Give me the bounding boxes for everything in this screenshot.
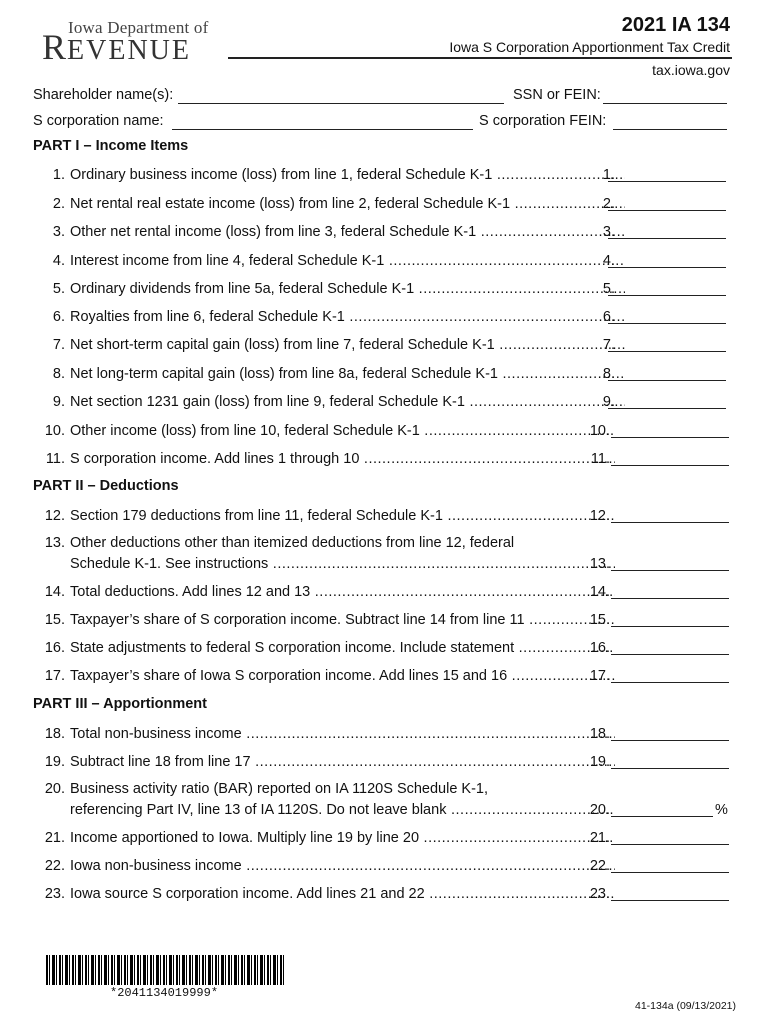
line-ref: 9.: [602, 394, 615, 410]
line-number: 2.: [52, 196, 65, 212]
line-text: Subtract line 18 from line 17 .....: [70, 752, 615, 772]
line-ref: 12.: [589, 508, 610, 524]
line-5-input[interactable]: [608, 279, 726, 296]
line-number: 9.: [52, 394, 65, 410]
line-number: 6.: [52, 309, 65, 325]
agency-name-top: Iowa Department of: [68, 18, 209, 37]
line-number: 13.: [44, 535, 65, 551]
line-text: Business activity ratio (BAR) reported on IA 1120S Schedule K-1,: [70, 781, 489, 797]
line-9-input[interactable]: [608, 392, 726, 409]
part-2-heading: PART II – Deductions: [33, 478, 179, 494]
line-11-input[interactable]: [611, 449, 729, 466]
line-ref: 2.: [602, 196, 615, 212]
scorp-name-input[interactable]: [172, 129, 473, 130]
line-22-input[interactable]: [611, 856, 729, 873]
line-ref: 15.: [589, 612, 610, 628]
line-19-input[interactable]: [611, 752, 729, 769]
line-23-input[interactable]: [611, 884, 729, 901]
barcode-text: *2041134019999*: [110, 986, 219, 1000]
line-number: 11.: [45, 451, 65, 467]
line-text: S corporation income. Add lines 1 through 10 .....: [70, 449, 615, 469]
line-number: 18.: [44, 726, 65, 742]
line-text: Taxpayer’s share of S corporation income. Subtract line 14 from line 11 .....: [70, 610, 615, 630]
line-ref: 20.: [589, 802, 610, 818]
agency-name-main: REVENUE: [42, 27, 191, 67]
line-ref: 19.: [589, 754, 610, 770]
line-ref: 1.: [602, 167, 615, 183]
line-text: Total non-business income .....: [70, 724, 615, 744]
line-text: Net short-term capital gain (loss) from line 7, federal Schedule K-1 .....: [70, 335, 625, 355]
form-number: 2021 IA 134: [621, 14, 730, 36]
line-15-input[interactable]: [611, 610, 729, 627]
line-number: 19.: [44, 754, 65, 770]
line-2-input[interactable]: [608, 194, 726, 211]
line-ref: 6.: [602, 309, 615, 325]
line-ref: 8.: [602, 366, 615, 382]
line-number: 16.: [44, 640, 65, 656]
shareholder-label: Shareholder name(s):: [33, 87, 174, 103]
line-12-input[interactable]: [611, 506, 729, 523]
line-text: Ordinary dividends from line 5a, federal Schedule K-1 .....: [70, 279, 625, 299]
line-text: Net long-term capital gain (loss) from line 8a, federal Schedule K-1 .....: [70, 364, 625, 384]
line-ref: 21.: [589, 830, 610, 846]
barcode: [46, 955, 284, 985]
line-ref: 13.: [589, 556, 610, 572]
line-8-input[interactable]: [608, 364, 726, 381]
form-id: 41-134a (09/13/2021): [635, 1000, 736, 1012]
line-16-input[interactable]: [611, 638, 729, 655]
line-number: 12.: [44, 508, 65, 524]
part-1-heading: PART I – Income Items: [33, 138, 189, 154]
line-ref: 5.: [602, 281, 615, 297]
line-text: Other income (loss) from line 10, federal Schedule K-1 .....: [70, 421, 615, 441]
line-17-input[interactable]: [611, 666, 729, 683]
line-ref: 23.: [589, 886, 610, 902]
line-number: 17.: [44, 668, 65, 684]
line-text: Taxpayer’s share of Iowa S corporation income. Add lines 15 and 16 .....: [70, 666, 615, 686]
line-number: 5.: [52, 281, 65, 297]
ssn-input[interactable]: [603, 103, 727, 104]
line-number: 4.: [52, 253, 65, 269]
line-text: Royalties from line 6, federal Schedule K-1 .....: [70, 307, 625, 327]
iowa-revenue-logo: [42, 18, 214, 67]
line-text: Other net rental income (loss) from line 3, federal Schedule K-1 .....: [70, 222, 625, 242]
line-number: 7.: [52, 337, 65, 353]
line-text-cont: referencing Part IV, line 13 of IA 1120S. Do not leave blank .....: [70, 800, 615, 820]
line-text: Other deductions other than itemized deductions from line 12, federal: [70, 535, 515, 551]
line-number: 15.: [44, 612, 65, 628]
line-13-input[interactable]: [611, 554, 729, 571]
line-text-cont: Schedule K-1. See instructions .....: [70, 554, 615, 574]
line-21-input[interactable]: [611, 828, 729, 845]
ssn-label: SSN or FEIN:: [513, 87, 601, 103]
line-number: 8.: [52, 366, 65, 382]
line-20-input[interactable]: [611, 800, 713, 817]
line-ref: 22.: [589, 858, 610, 874]
scorp-fein-label: S corporation FEIN:: [479, 113, 607, 129]
line-18-input[interactable]: [611, 724, 729, 741]
line-number: 3.: [52, 224, 65, 240]
line-number: 10.: [44, 423, 65, 439]
line-text: Net rental real estate income (loss) from line 2, federal Schedule K-1 .....: [70, 194, 625, 214]
line-text: State adjustments to federal S corporation income. Include statement .....: [70, 638, 615, 658]
line-ref: 3.: [602, 224, 615, 240]
line-number: 23.: [44, 886, 65, 902]
line-number: 20.: [44, 781, 65, 797]
line-14-input[interactable]: [611, 582, 729, 599]
line-ref: 10.: [589, 423, 610, 439]
line-text: Ordinary business income (loss) from line 1, federal Schedule K-1 .....: [70, 165, 625, 185]
line-number: 22.: [44, 858, 65, 874]
line-3-input[interactable]: [608, 222, 726, 239]
form-title: Iowa S Corporation Apportionment Tax Credit: [449, 39, 730, 55]
percent-sign: %: [715, 802, 728, 818]
line-6-input[interactable]: [608, 307, 726, 324]
line-text: Total deductions. Add lines 12 and 13 .....: [70, 582, 615, 602]
line-ref: 4.: [602, 253, 615, 269]
line-ref: 7.: [602, 337, 615, 353]
shareholder-input[interactable]: [178, 103, 504, 104]
line-text: Iowa non-business income .....: [70, 856, 615, 876]
part-3-heading: PART III – Apportionment: [33, 696, 207, 712]
header-rule: [228, 57, 732, 59]
line-text: Interest income from line 4, federal Schedule K-1 .....: [70, 251, 625, 271]
line-ref: 17.: [589, 668, 610, 684]
line-1-input[interactable]: [608, 165, 726, 182]
line-4-input[interactable]: [608, 251, 726, 268]
line-text: Iowa source S corporation income. Add lines 21 and 22 .....: [70, 884, 615, 904]
line-ref: 16.: [589, 640, 610, 656]
website: tax.iowa.gov: [652, 62, 730, 78]
line-text: Income apportioned to Iowa. Multiply line 19 by line 20 .....: [70, 828, 615, 848]
line-number: 21.: [44, 830, 65, 846]
line-ref: 18.: [589, 726, 610, 742]
line-number: 1.: [52, 167, 65, 183]
line-number: 14.: [44, 584, 65, 600]
line-7-input[interactable]: [608, 335, 726, 352]
line-text: Section 179 deductions from line 11, federal Schedule K-1 .....: [70, 506, 615, 526]
line-ref: 14.: [589, 584, 610, 600]
scorp-fein-input[interactable]: [613, 129, 727, 130]
line-text: Net section 1231 gain (loss) from line 9, federal Schedule K-1 .....: [70, 392, 625, 412]
line-10-input[interactable]: [611, 421, 729, 438]
line-ref: 11.: [590, 451, 610, 467]
scorp-name-label: S corporation name:: [33, 113, 164, 129]
